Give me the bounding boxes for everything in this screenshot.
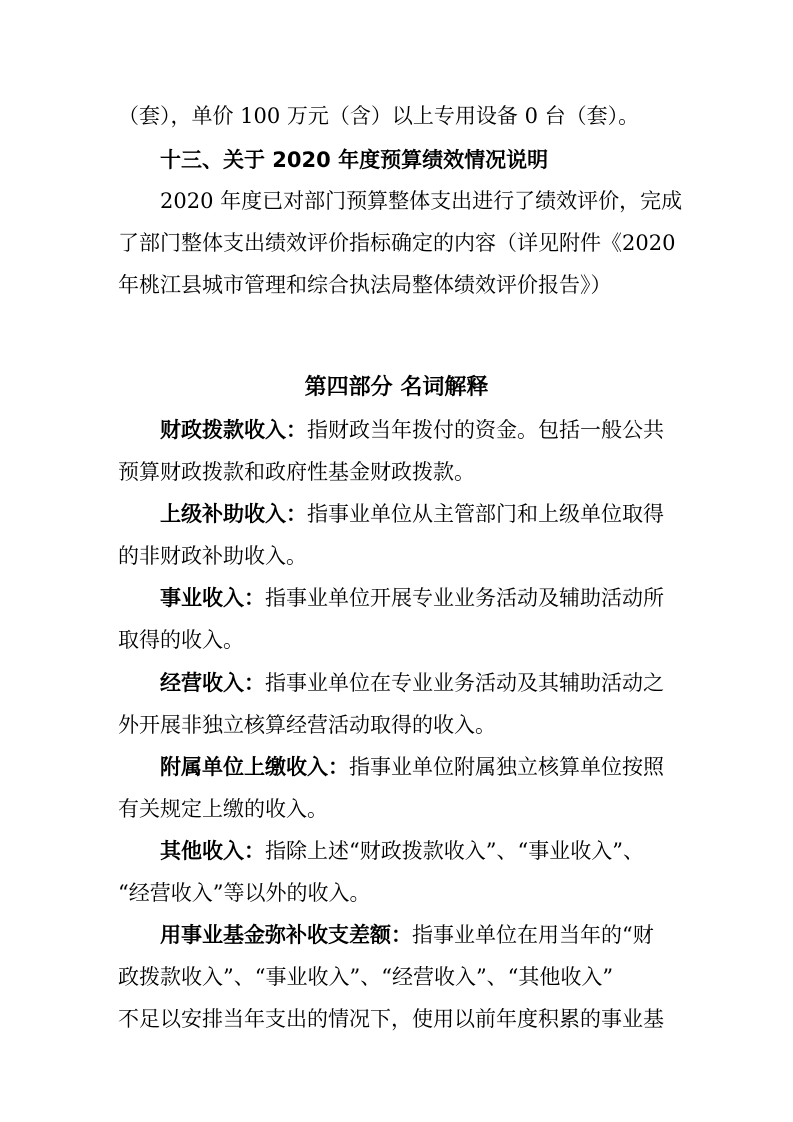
term-definition-line: [160, 583, 720, 613]
term-text: 指财政当年拨付的资金。包括一般公共: [307, 418, 664, 442]
term-label: 附属单位上缴收入：: [160, 755, 349, 779]
term-continuation: “经营收入”等以外的收入。: [118, 881, 371, 905]
term-text: 指事业单位从主管部门和上级单位取得: [307, 502, 664, 526]
term-label: 上级补助收入：: [160, 502, 307, 526]
term-definition-line: [160, 415, 720, 445]
term-label: 经营收入：: [160, 671, 265, 695]
paragraph-line: 了部门整体支出绩效评价指标确定的内容（详见附件《2020: [118, 231, 676, 255]
term-text: 指事业单位在专业业务活动及其辅助活动之: [265, 671, 664, 695]
term-continuation: 不足以安排当年支出的情况下，使用以前年度积累的事业基: [118, 1007, 664, 1031]
paragraph-line: （套），单价 100 万元（含）以上专用设备 0 台（套）。: [118, 104, 640, 128]
term-label: 财政拨款收入：: [160, 418, 307, 442]
term-label: 事业收入：: [160, 586, 265, 610]
section-heading: 十三、关于 2020 年度预算绩效情况说明: [160, 148, 549, 172]
term-text: 指事业单位在用当年的“财: [412, 923, 654, 947]
term-label: 其他收入：: [160, 839, 265, 863]
term-continuation: 外开展非独立核算经营活动取得的收入。: [118, 713, 496, 737]
term-label: 用事业基金弥补收支差额：: [160, 923, 412, 947]
term-definition-line: [160, 499, 720, 529]
term-text: 指除上述“财政拨款收入”、“事业收入”、: [265, 839, 644, 863]
paragraph-line: 2020 年度已对部门预算整体支出进行了绩效评价，完成: [160, 189, 683, 213]
part-title: 第四部分 名词解释: [304, 375, 489, 400]
term-continuation: 的非财政补助收入。: [118, 544, 307, 568]
term-definition-line: [160, 920, 720, 950]
term-continuation: 取得的收入。: [118, 628, 244, 652]
term-definition-line: [160, 836, 720, 866]
term-text: 指事业单位开展专业业务活动及辅助活动所: [265, 586, 664, 610]
term-continuation: 政拨款收入”、“事业收入”、“经营收入”、“其他收入”: [118, 965, 614, 989]
paragraph-line: 年桃江县城市管理和综合执法局整体绩效评价报告》）: [118, 273, 612, 297]
term-continuation: 预算财政拨款和政府性基金财政拨款。: [118, 460, 475, 484]
term-text: 指事业单位附属独立核算单位按照: [349, 755, 664, 779]
term-definition-line: [160, 752, 720, 782]
term-continuation: 有关规定上缴的收入。: [118, 797, 328, 821]
term-definition-line: [160, 668, 720, 698]
